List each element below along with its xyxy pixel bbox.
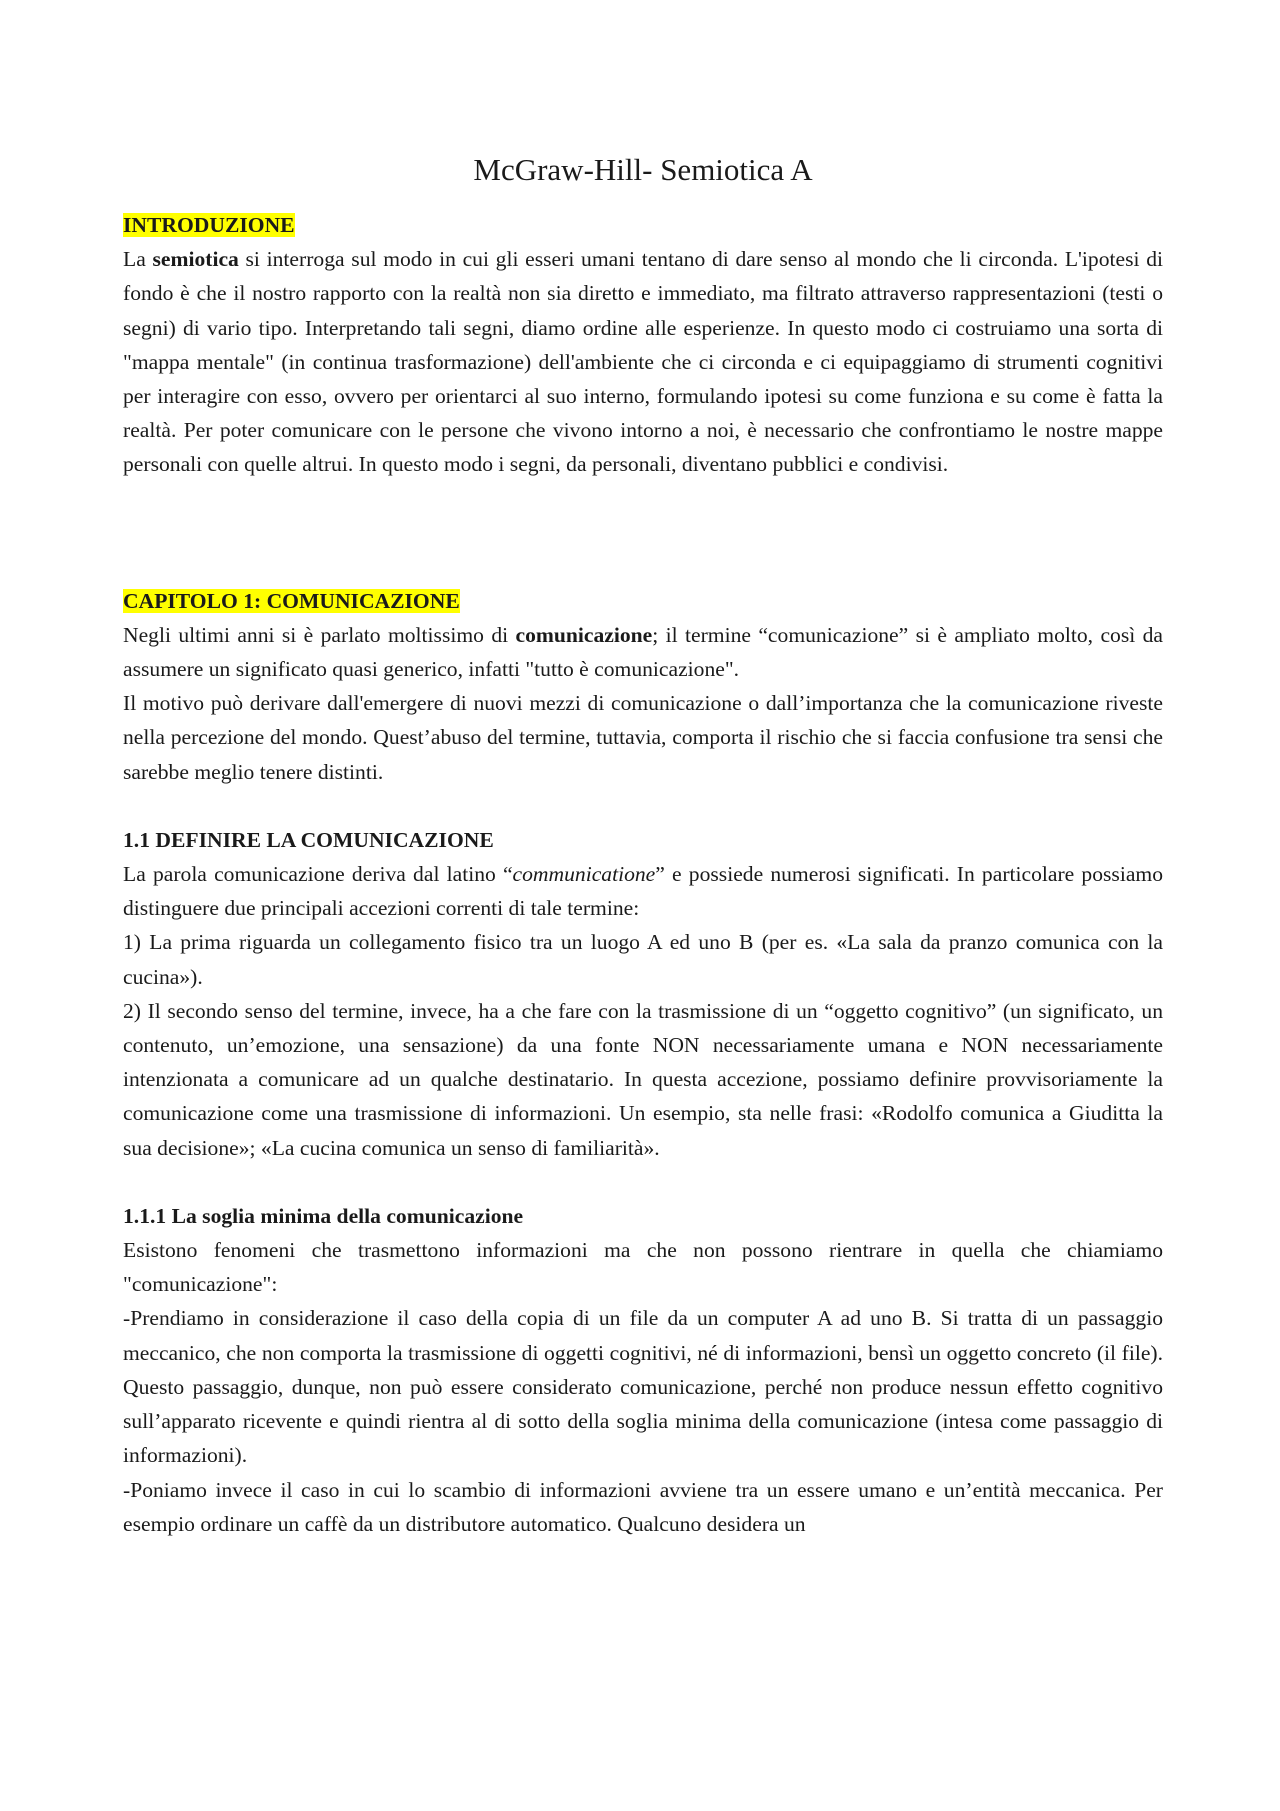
section1-1-text-pre: La parola comunicazione deriva dal latino “	[123, 862, 513, 887]
chapter1-bold-term: comunicazione	[515, 622, 653, 647]
chapter1-paragraph-2: Il motivo può derivare dall'emergere di nuovi mezzi di comunicazione o dall’importanza che la comunicazione riveste nella percezione del mondo. Quest’abuso del termine, tuttavia, comporta il rischio che si faccia confusione tra sensi che sarebbe meglio tenere distinti.	[123, 691, 1163, 784]
section1-1-heading: 1.1 DEFINIRE LA COMUNICAZIONE	[123, 827, 494, 852]
section1-1-1-paragraph-1: Esistono fenomeni che trasmettono informazioni ma che non possono rientrare in quella che chiamiamo "comunicazione":	[123, 1238, 1163, 1297]
section1-1-text-post: ” e possiede numerosi significati. In particolare possiamo distinguere due principali accezioni correnti di tale termine:	[123, 862, 1163, 921]
section1-1-paragraph	[123, 857, 1163, 925]
spacer	[123, 1165, 1163, 1199]
chapter1-text-post: ; il termine “comunicazione” si è ampliato molto, così da assumere un significato quasi generico, infatti "tutto è comunicazione".	[123, 622, 1163, 682]
section1-1-1-paragraph-3: -Poniamo invece il caso in cui lo scambio di informazioni avviene tra un essere umano e un’entità meccanica. Per esempio ordinare un caffè da un distributore automatico. Qualcuno desidera un	[123, 1477, 1163, 1536]
section1-1-item-1: 1) La prima riguarda un collegamento fisico tra un luogo A ed uno B (per es. «La sala da pranzo comunica con la cucina»).	[123, 930, 1163, 989]
section1-1-italic-term: communicatione	[512, 862, 656, 887]
chapter1-heading	[123, 584, 1163, 618]
section1-1-item-2: 2) Il secondo senso del termine, invece, ha a che fare con la trasmissione di un “oggetto cognitivo” (un significato, un contenuto, un’emozione, una sensazione) da una fonte NON necessariamente umana e NON necessariamente intenzionata a comunicare ad un qualche destinatario. In questa accezione, possiamo definire provvisoriamente la comunicazione come una trasmissione di informazioni. Un esempio, sta nelle frasi: «Rodolfo comunica a Giuditta la sua decisione»; «La cucina comunica un senso di familiarità».	[123, 998, 1163, 1160]
spacer	[123, 789, 1163, 823]
intro-paragraph	[123, 242, 1163, 481]
document-page	[123, 150, 1163, 1541]
chapter1-paragraph-1	[123, 618, 1163, 686]
document-title: McGraw-Hill- Semiotica A	[473, 152, 813, 187]
spacer	[123, 482, 1163, 584]
intro-text-pre: La	[123, 247, 153, 272]
intro-text-post: si interroga sul modo in cui gli esseri umani tentano di dare senso al mondo che li circonda. L'ipotesi di fondo è che il nostro rapporto con la realtà non sia diretto e immediato, ma filtrato attraverso rappresentazioni (testi o segni) di vario tipo. Interpretando tali segni, diamo ordine alle esperienze. In questo modo ci costruiamo una sorta di "mappa mentale" (in continua trasformazione) dell'ambiente che ci circonda e ci equipaggiamo di strumenti cognitivi per interagire con esso, ovvero per orientarci al suo interno, formulando ipotesi su come funziona e su come è fatta la realtà. Per poter comunicare con le persone che vivono intorno a noi, è necessario che confrontiamo le nostre mappe personali con quelle altrui. In questo modo i segni, da personali, diventano pubblici e condivisi.	[123, 247, 1163, 477]
section1-1-1-paragraph-2: -Prendiamo in considerazione il caso della copia di un file da un computer A ad uno B. Si tratta di un passaggio meccanico, che non comporta la trasmissione di oggetti cognitivi, né di informazioni, bensì un oggetto concreto (il file). Questo passaggio, dunque, non può essere considerato comunicazione, perché non produce nessun effetto cognitivo sull’apparato ricevente e quindi rientra al di sotto della soglia minima della comunicazione (intesa come passaggio di informazioni).	[123, 1306, 1163, 1468]
section1-1-1-heading: 1.1.1 La soglia minima della comunicazione	[123, 1203, 524, 1228]
chapter1-text-pre: Negli ultimi anni si è parlato moltissimo di	[123, 622, 516, 647]
chapter1-heading-text: CAPITOLO 1: COMUNICAZIONE	[123, 588, 460, 613]
intro-heading-text: INTRODUZIONE	[123, 213, 295, 237]
intro-bold-term: semiotica	[152, 247, 239, 272]
intro-heading	[123, 208, 1163, 242]
